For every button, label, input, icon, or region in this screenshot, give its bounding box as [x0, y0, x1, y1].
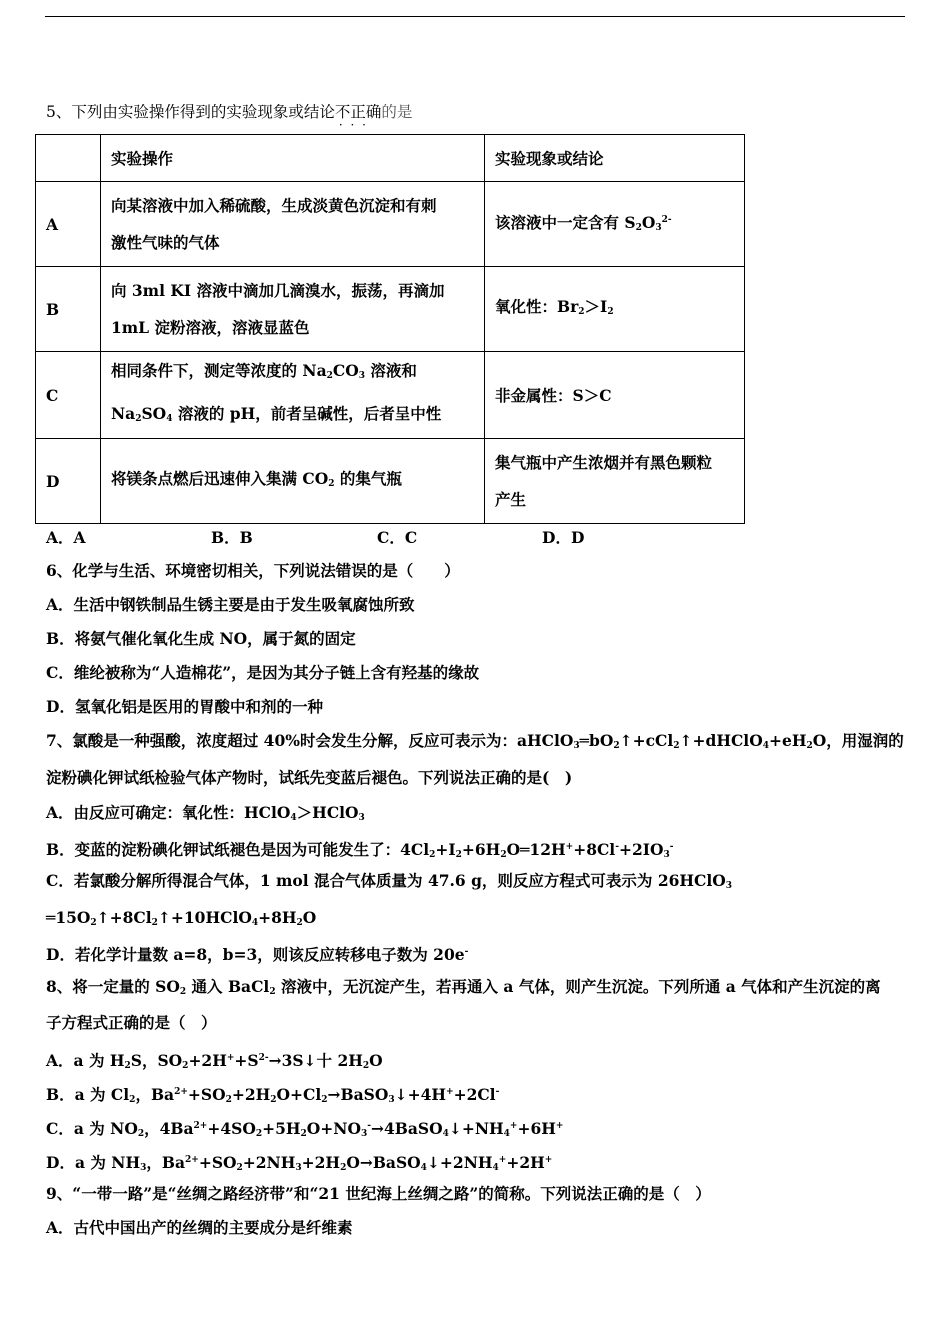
q6-option-d[interactable]: D．氢氧化铝是医用的胃酸中和剂的一种: [46, 697, 323, 716]
q5-option-a[interactable]: A．A: [46, 528, 86, 547]
q5-option-b[interactable]: B．B: [211, 528, 253, 547]
header-rule: [45, 16, 905, 17]
q8-option-a[interactable]: A．a 为 $H_2S$，$SO_2+2H^++S^{2-}\to 3S↓$十 $2H_2O$: [46, 1051, 383, 1071]
row-operation-line: 向某溶液中加入稀硫酸，生成淡黄色沉淀和有刺: [111, 196, 437, 215]
row-label: C: [36, 352, 101, 439]
q7-stem-line1: 7、氯酸是一种强酸，浓度超过 40%时会发生分解，反应可表示为：$aHClO_3═bO_2↑+cCl_2↑+dHClO_4+eH_2O$，用湿润的: [46, 731, 904, 751]
q7-option-a[interactable]: A．由反应可确定：氧化性：HClO$_4$＞HClO$_3$: [46, 803, 365, 823]
row-operation: [101, 267, 485, 352]
row-operation-line: 向 3ml KI 溶液中滴加几滴溴水，振荡，再滴加: [111, 281, 445, 300]
row-operation-line: $Na_2SO_4$ 溶液的 pH，前者呈碱性，后者呈中性: [111, 404, 442, 424]
q9-stem: 9、“一带一路”是“丝绸之路经济带”和“21 世纪海上丝绸之路”的简称。下列说法正确的是（ ）: [46, 1184, 711, 1203]
q5-stem-tail: 的是: [381, 103, 413, 121]
q8-option-b[interactable]: B．a 为 $Cl_2$，$Ba^{2+}+SO_2+2H_2O+Cl_2\to BaSO_3↓+4H^++2Cl^-$: [46, 1085, 500, 1105]
row-operation-line: 相同条件下，测定等浓度的 $Na_2CO_3$ 溶液和: [111, 361, 417, 381]
row-result: 氧化性：$Br_2>I_2$: [485, 267, 745, 352]
row-label: B: [36, 267, 101, 352]
q6-option-a[interactable]: A．生活中钢铁制品生锈主要是由于发生吸氧腐蚀所致: [46, 595, 415, 614]
table-row: [36, 439, 745, 524]
table-row: [36, 267, 745, 352]
row-operation: [101, 352, 485, 439]
q6-option-c[interactable]: C．维纶被称为“人造棉花”，是因为其分子链上含有羟基的缘故: [46, 663, 480, 682]
q8-stem-line2: 子方程式正确的是（ ）: [46, 1013, 217, 1032]
q5-stem-emphasis: 不正确 · · ·: [335, 102, 382, 122]
row-label: A: [36, 182, 101, 267]
table-row: [36, 352, 745, 439]
row-result-line: 集气瓶中产生浓烟并有黑色颗粒: [495, 453, 713, 472]
q7-stem-line2: 淀粉碘化钾试纸检验气体产物时，试纸先变蓝后褪色。下列说法正确的是( ): [46, 768, 573, 787]
q5-stem-text: 5、下列由实验操作得到的实验现象或结论: [46, 103, 335, 121]
experiment-table: [35, 134, 745, 524]
q6-option-b[interactable]: B．将氨气催化氧化生成 NO，属于氮的固定: [46, 629, 356, 648]
table-header-empty: [36, 135, 101, 182]
row-operation: 将镁条点燃后迅速伸入集满 $CO_2$ 的集气瓶: [101, 439, 485, 524]
q7-option-c-line2: $═15O_2↑+8Cl_2↑+10HClO_4+8H_2O$: [46, 908, 317, 928]
row-label: D: [36, 439, 101, 524]
table-row: [36, 182, 745, 267]
q7-option-b[interactable]: B．变蓝的淀粉碘化钾试纸褪色是因为可能发生了：$4Cl_2+I_2+6H_2O═12H^++8Cl^-+2IO_3^-$: [46, 840, 674, 860]
row-result: [485, 439, 745, 524]
q7-option-c-line1[interactable]: C．若氯酸分解所得混合气体，1 mol 混合气体质量为 47.6 g，则反应方程式可表示为 26HClO$_3$: [46, 871, 733, 891]
q5-option-d[interactable]: D．D: [542, 528, 585, 547]
row-operation-line: 1mL 淀粉溶液，溶液显蓝色: [111, 318, 310, 337]
q8-option-c[interactable]: C．a 为 $NO_2$，$4Ba^{2+}+4SO_2+5H_2O+NO_3^-\to 4BaSO_4↓+NH_4^++6H^+$: [46, 1119, 564, 1139]
q5-option-c[interactable]: C．C: [377, 528, 418, 547]
table-header-operation: 实验操作: [101, 135, 485, 182]
table-header-result: 实验现象或结论: [485, 135, 745, 182]
row-result: 非金属性：S＞C: [485, 352, 745, 439]
q5-stem: [46, 102, 412, 122]
row-operation: [101, 182, 485, 267]
q9-option-a[interactable]: A．古代中国出产的丝绸的主要成分是纤维素: [46, 1218, 353, 1237]
q8-stem-line1: 8、将一定量的 $SO_2$ 通入 BaCl$_2$ 溶液中，无沉淀产生，若再通入 a 气体，则产生沉淀。下列所通 a 气体和产生沉淀的离: [46, 977, 881, 997]
table-header-row: [36, 135, 745, 182]
q6-stem: 6、化学与生活、环境密切相关，下列说法错误的是（ ）: [46, 561, 460, 580]
q7-option-d[interactable]: D．若化学计量数 a=8，b=3，则该反应转移电子数为 20e-: [46, 945, 469, 964]
row-operation-line: 激性气味的气体: [111, 233, 220, 252]
q8-option-d[interactable]: D．a 为 $NH_3$，$Ba^{2+}+SO_2+2NH_3+2H_2O\to BaSO_4↓+2NH_4^++2H^+$: [46, 1153, 553, 1173]
row-result-line: 产生: [495, 490, 527, 509]
row-result: 该溶液中一定含有 $S_2O_3^{2-}$: [485, 182, 745, 267]
